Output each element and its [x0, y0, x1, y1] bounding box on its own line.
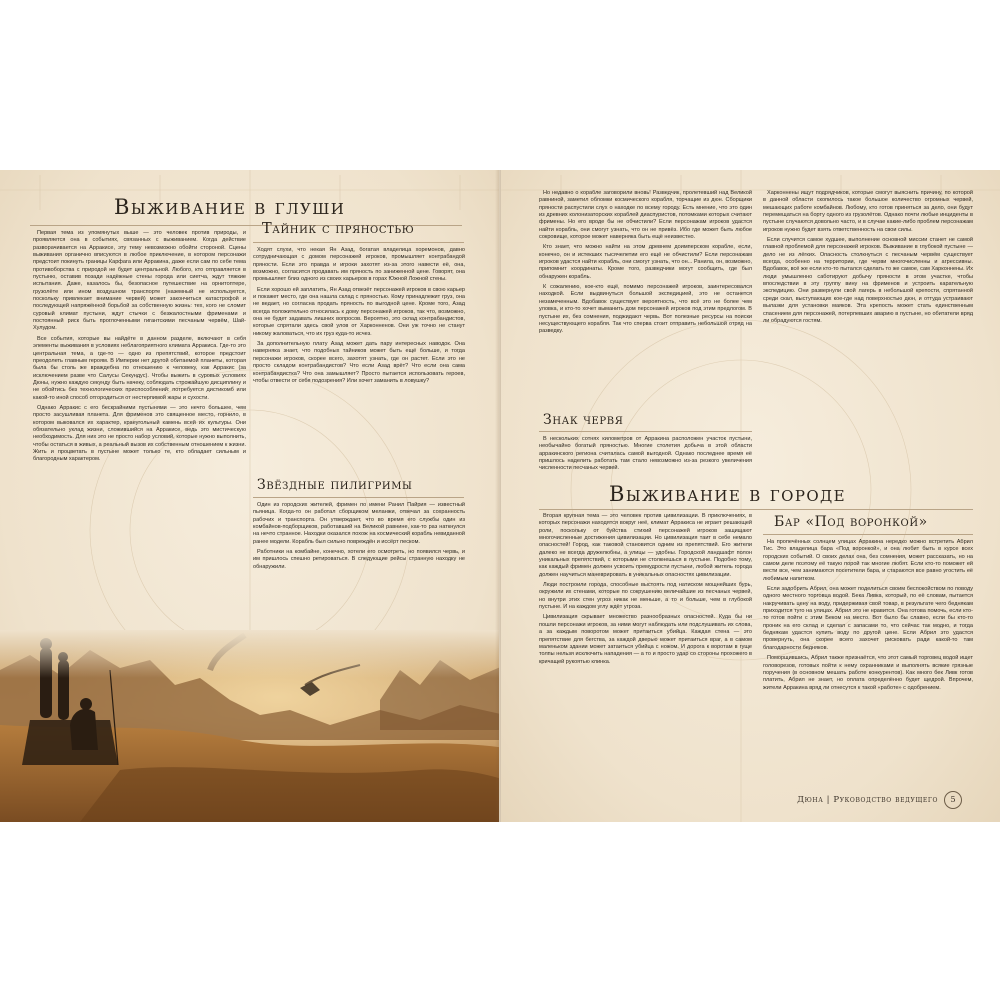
page-title-city: Выживание в городе	[609, 482, 846, 506]
paragraph: В нескольких сотнях километров от Арракина расположен участок пустыни, необычайно богатый пряностью. Многие столетия добыча в этой области арракинского региона считалась самой выгодной. Однако последнее время её пришлось наделить работать там стало невозможно из-за резкого увеличения численности песчаных червей.	[539, 436, 752, 472]
left-page	[0, 170, 499, 822]
text-column-1	[33, 230, 246, 590]
subheading-spice-cache: Тайник с пряностью	[262, 221, 415, 237]
subheading-rule	[763, 534, 973, 535]
paragraph: Однако Арракис с его бескрайними пустынями — это нечто большее, чем просто засушливая планета. Для фрименов это священное место, горнило, в котором выковался их характер, краеугольный камень всей их культуры. Они обязательно уклад жизни, сложившийся на Арракисе, ведь это мистическую необходимость. Для них это не просто набор условий, которые нужно выполнить, чтобы остаться в живых, а реальный вызов их собственным отношением к жизни. Жить и процветать в пустыне может только те, кто обладает сильным и благородным характером.	[33, 404, 246, 463]
text-column-2a	[253, 247, 465, 469]
paragraph: Один из городских жителей, фримен по имени Ранил Пайрия — известный пьяница. Когда-то он работал сборщиком меланжи, отвечал за сохранность рабочих и транспорта. Он утверждает, что во время его службы один из комбайнов-подборщиков, работавший на Великой равнине, как-то раз наткнулся на нечто странное. Находки оказался похож на космический корабль невиданной ранее модели. Корабль был сильно повреждён и иссёрт песком.	[253, 502, 465, 545]
subheading-star-pilgrims: Звёздные пилигримы	[257, 477, 413, 493]
paragraph: Кто знает, что можно найти на этом древнем доимперском корабле, если, конечно, он и истекших тысячелетии его ещё не обчистили? Если персонажам игроков удастся найти корабль, они смогут узнать, что он... Ранила, он, возможно, припомнит координаты. Кроме того, разведчики могут сообщить, где был обнаружен корабль.	[539, 244, 752, 280]
paragraph: Поморщившись, Абрил также признаётся, что этот самый торговец водой ищет головорезов, готовых пойти к нему охранниками и выполнять всякие грязные поручения (в основном мешать работе конкурентов). Как много бек Ливк готов платить, Абрил не знает, но оплата определённо будет щедрой. Впрочем, жители Арракина вряд ли отнесутся к такой «работе» с одобрением.	[763, 655, 973, 691]
paragraph: Вторая крупная тема — это человек против цивилизации. В приключениях, в которых персонажи находятся вокруг неё, климат Арракиса не играет решающей роли, поскольку от буйства стихий персонажей игроков защищают многочисленные достижения цивилизации. Но цивилизация таит в себе немало опасностей! Город, как таковой становится одним из препятствий. Его жители далеко не всегда дружелюбны, а улицы — удобны. Городской ландшафт полон уникальных препятствий, с которыми не столкнешься в пустыне. Подобно тому, как каждый фримен должен усвоить премудрости пустыни, любой житель города должен научиться маневрировать в уникальных опасностях цивилизации.	[539, 513, 752, 578]
desert-illustration	[0, 630, 499, 822]
text-column-r2a	[763, 190, 973, 485]
subheading-bar: Бар «Под воронкой»	[774, 514, 928, 530]
title-rule	[539, 509, 973, 510]
page-footer	[797, 791, 962, 809]
text-column-r2b	[763, 539, 973, 783]
paragraph: На пропечённых солнцем улицах Арракина нередко можно встретить Абрил Тис. Это владелица бара «Под воронкой», и она любит быть в курсе всех городских событий. О своих делах она, без сомнения, может рассказать, но на самом деле поэтому её такую порой так многие любят. Если кто-то поможет ей вести все, чем занимаются посетители бара, и стараются все равно угостить её любимым напитком.	[763, 539, 973, 582]
text-column-r1a	[539, 190, 752, 408]
paragraph: Цивилизация скрывает множество разнообразных опасностей. Куда бы ни пошли персонажи игроков, за ними могут наблюдать или подслушивать их слова, а за каждым поворотом может притаиться убийца. Каждая стена — это препятствие для бегства, за каждой дверью может притаиться враг, а в самом маленьком здании может затаиться убийца с ножом. И дорога к воротам в гуще толпы нельзя исключить нападения — а то и просто удар со стороны прохожего в кричащей рукоятью клинка.	[539, 614, 752, 665]
paragraph: Если задобрить Абрил, она может поделиться своим беспокойством по поводу одного местного торговца водой. Бека Ливка, который, по её словам, пытается накручивать цену на воду, придерживая свой товар, в результате чего беднякам приходится туго на улицах. Абрил это не нравится. Она готова помочь, если кто-то готов пойти с этим Беком на место. Вот было бы славно, если бы кто-то проник на его склад и сделал с запасами то, что сейчас так модно, и тогда беднякам удастся купить воду по другой цене. Если Абрил это удастся провернуть, она скорее всего захочет рисковать ради какой-то там благодарности бедняков.	[763, 586, 973, 651]
subheading-rule	[253, 242, 464, 243]
page-number: 5	[944, 791, 962, 809]
text-column-2b	[253, 502, 465, 630]
paragraph: Харконнены ищут подрядчиков, которые смогут выяснить причину, по которой в данной области скопилось такое большое количество огромных червей, мешающих работе комбайнов. Любому, кто готов приняться за дело, они будут перемещаться на борту одного из грузолётов. Однако почти любые инциденты в пустыне случаются довольно часто, и в случае какие-либо проблем персонажам игроков нужно будет взять ответственность на свои силы.	[763, 190, 973, 233]
paragraph: Работники на комбайне, конечно, хотели его осмотреть, но появился червь, и им пришлось спешно ретироваться. В следующие рейсы странную находку не обнаружили.	[253, 549, 465, 570]
book-spread	[0, 170, 1000, 822]
paragraph: Если хорошо ей заплатить, Ян Азад отвезёт персонажей игроков в свою карьер и покажет место, где она нашла склад с пряностью. Кому принадлежит груз, она не ведает, но согласна продать пряность по выгодной цене. Кроме того, Азад всегда положительно относилась к дому персонажей игроков, так что, возможно, она не будет задавать лишних вопросов. Вероятно, это склад контрабандистов, которые спрятали здесь свой улов от Харконненов. Они уж точно не станут никому жаловаться, что их груз куда-то исчез.	[253, 286, 465, 337]
paragraph: К сожалению, кое-кто ещё, помимо персонажей игроков, заинтересовался находкой. Если выдвинуться большой экспедицией, это не останется незамеченным. Вдобавок существует вероятность, что всё это не более чем уловка, и кто-то хочет выманить дом персонажей игроков под этим предлогом. В пустыне их, без сомнения, поджидают червь. Вот полезные ресурсы на поиски несуществующего корабля. Так что сперва стоит отправить небольшой отряд на разведку.	[539, 284, 752, 335]
paragraph: Ходят слухи, что некая Ян Азад, богатая владелица хоремонов, давно сотрудничающая с домом персонажей игроков, промышляет контрабандой пряности. Если это правда и игроки захотят из-за этого навести её, она, возможно, согласится продавать им пряность по заниженной цене. Говорят, она промышляет близ одного из своих карьеров в горах Южной Ложной стены.	[253, 247, 465, 283]
text-column-r1b	[539, 436, 752, 488]
right-page	[501, 170, 1000, 822]
paragraph: Первая тема из упомянутых выше — это человек против природы, и проявляется она в событиях, связанных с выживанием. Когда действие разворачивается на Арракисе, эту тему невозможно обойти стороной. Сцены выживания органично вписуются в любое приключение, в котором персонажи предстоит покинуть границы Карфага или Арракина, даже если сам по себе тема противоборства с природой не будет центральной. Любого, кто отправляется в пустыню, оставив позади надёжные стены города или сиетча, ждут тяжкие испытания. Даже, казалось бы, безопасное путешествие на орнитоптере, грузолёте или ином воздушном транспорте (наземный не используется, поскольку привлекает внимание червей) может закончиться катастрофой и последующей напряжённой борьбой за собственную жизнь: тех, кого не сломит суровый климат пустыни, ждут стычки с безжалостными фрименами и постоянный риск быть проглоченными гигантскими песчаным червём, Шай-Хулудом.	[33, 230, 246, 332]
footer-title: Дюна | Руководство ведущего	[797, 795, 938, 805]
subheading-rule	[539, 431, 752, 432]
paragraph: Но недавно о корабле заговорили вновь! Разведчик, пролетевший над Великой равниной, заметил обломки космического корабля, торчащие из дюн. Сборщики пряности распустили слух о находке по всему городу. Есть мнение, что это один из древних колонизаторских кораблей диаспуристов, потомками которых считают фримены. Но его вроде бы не обчистили? Если персонажам игроков удастся найти корабль, они смогут узнать, что он не привёз. Ибо где может быть любое сокровище, которое может наверняка быть ещё неизвестно.	[539, 190, 752, 241]
subheading-worm-sign: Знак червя	[543, 412, 624, 428]
paragraph: Все события, которые вы найдёте в данном разделе, включают в себя элементы выживания в условиях неблагоприятного климата Арракиса. Где-то это центральная тема, а где-то — одно из препятствий, которое предстоит преодолеть главным героям. В Империи нет другой обитаемой планеты, которая была бы столь же враждебна по отношению к человеку, как Арракис (за исключением разве что Салусы Секундус). Чтобы выжить в суровых условиях Дюны, нужно каждую секунду быть начеку, соблюдать строжайшую дисциплину и не обойтись без технологических приспособлений: потребуется дистикомб или какой-то иной способ отгородиться от нестерпимой жары и сухости.	[33, 335, 246, 401]
paragraph: За дополнительную плату Азад может дать пару интересных наводок. Она наверняка знает, что подобных тайников может быть ещё больше, и тогда персонажи игроков, скорее всего, захотят узнать, где он растет. Если это не просто складом контрабандистов? Что если Азад врёт? Что если она сама контрабандистка? Что она замышляет? Просто пытается использовать героев, чтобы отвести от себя подозрения? Или хочет заманить в ловушку?	[253, 341, 465, 384]
page-title-wilderness: Выживание в глуши	[114, 195, 346, 219]
subheading-rule	[253, 497, 464, 498]
paragraph: Если случится самое худшее, выполнение основной миссии станет не самой главной проблемой для персонажей игроков. Выживание в глубокой пустыне — дело не из лёгких. Опасность столкнуться с песчаным червём существует всегда, особенно на территории, где черви многочисленны и агрессивны. Вдобавок, всё же если кто-то пытался сделать то же самое, сам Харконнены. Их люди умышленно саботируют добычу пряности в этом участке, чтобы впоследствии в эту группу вину на фрименов и устроить карательную экспедицию. Они развернули свой лагерь в небольшой крепости, спрятанной среди скал, выступающих кое-где над поверхностью дюн, и оттуда устраивают вылазки для установки маяков. Эта крепость может стать единственным спасением для персонажей, потерпевших аварию в пустыне, но обитатели вряд ли обрадуются гостям.	[763, 237, 973, 324]
text-column-r1c	[539, 513, 752, 785]
paragraph: Люди построили города, способные выстоять под натиском мощнейших бурь, окружили их стенами, которые по сокрушению величайшие из песчаных червей, но внутри этих стен угроз никак не меньше, а то и больше, чем в глубокой пустыне. И на каждом углу ждёт угроза.	[539, 582, 752, 611]
